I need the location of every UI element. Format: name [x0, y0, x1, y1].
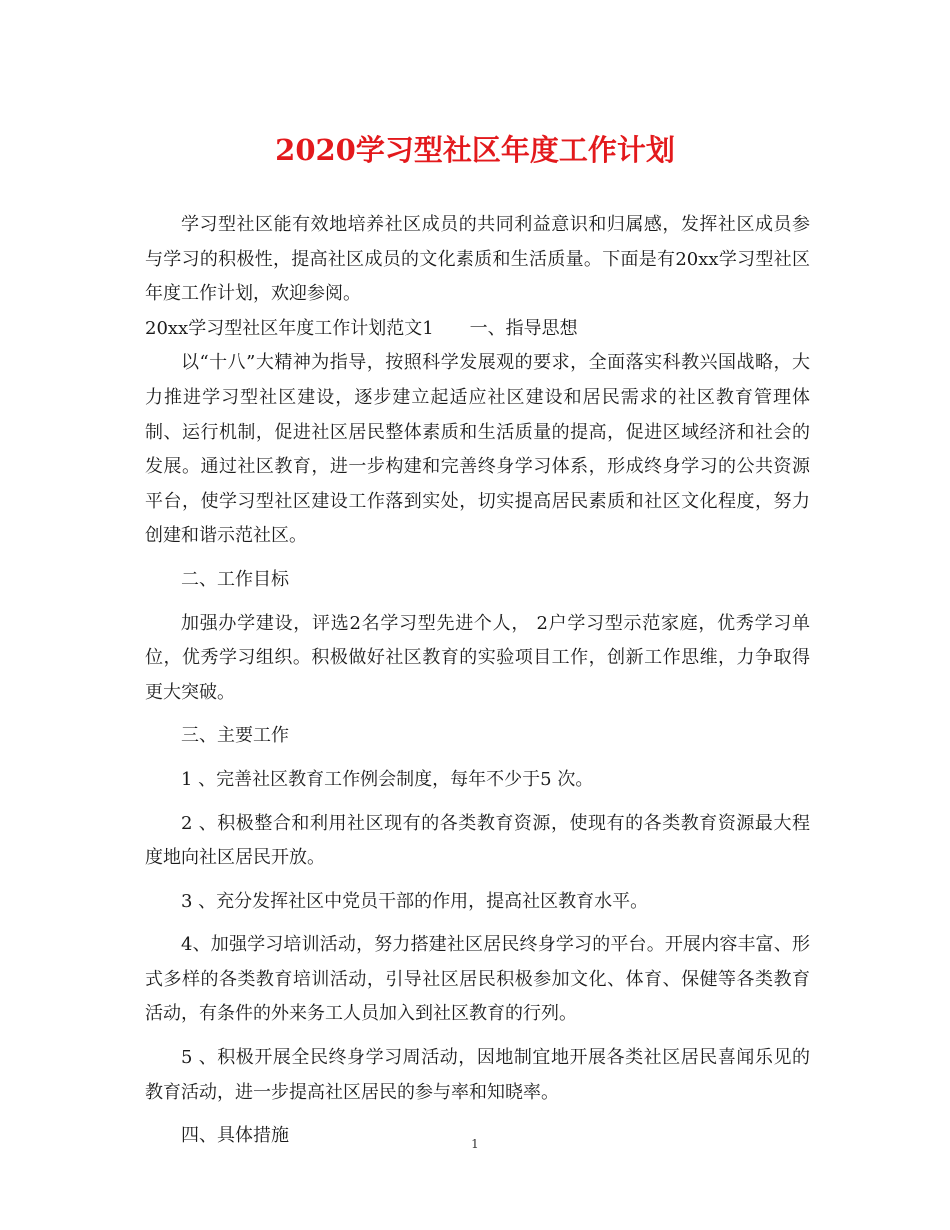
- intro-paragraph: 学习型社区能有效地培养社区成员的共同利益意识和归属感，发挥社区成员参与学习的积极性，提高社区成员的文化素质和生活质量。下面是有20xx学习型社区年度工作计划，欢迎参阅。: [145, 214, 810, 305]
- list-item: 5 、积极开展全民终身学习周活动，因地制宜地开展各类社区居民喜闻乐见的教育活动，进一步提高社区居民的参与率和知晓率。: [145, 1047, 810, 1103]
- page-number: 1: [471, 1137, 479, 1151]
- sample-heading-line: [145, 312, 810, 347]
- section1-paragraph: 以“十八”大精神为指导，按照科学发展观的要求，全面落实科教兴国战略，大力推进学习型社区建设，逐步建立起适应社区建设和居民需求的社区教育管理体制、运行机制，促进社区居民整体素质和生活质量的提高，促进区域经济和社会的发展。通过社区教育，进一步构建和完善终身学习体系，形成终身学习的公共资源平台，使学习型社区建设工作落到实处，切实提高居民素质和社区文化程度，努力创建和谐示范社区。: [145, 352, 810, 547]
- section3-heading: 三、主要工作: [181, 725, 289, 747]
- list-item: 1 、完善社区教育工作例会制度，每年不少于5 次。: [181, 768, 594, 790]
- section4-heading: 四、具体措施: [181, 1125, 289, 1147]
- document-body: [145, 208, 810, 1154]
- section2-paragraph: 加强办学建设，评选2名学习型先进个人， 2户学习型示范家庭，优秀学习单位，优秀学习组织。积极做好社区教育的实验项目工作，创新工作思维，力争取得更大突破。: [145, 612, 810, 703]
- sample-heading: 20xx学习型社区年度工作计划范文1: [145, 317, 434, 339]
- list-item: 2 、积极整合和利用社区现有的各类教育资源，使现有的各类教育资源最大程度地向社区居民开放。: [145, 812, 810, 869]
- document-title: 2020学习型社区年度工作计划: [275, 133, 675, 167]
- section2-heading: 二、工作目标: [181, 568, 289, 590]
- section1-heading: 一、指导思想: [469, 317, 578, 339]
- list-item: 4、加强学习培训活动，努力搭建社区居民终身学习的平台。开展内容丰富、形式多样的各类教育培训活动，引导社区居民积极参加文化、体育、保健等各类教育活动，有条件的外来务工人员加入到社区教育的行列。: [145, 934, 810, 1025]
- list-item: 3 、充分发挥社区中党员干部的作用，提高社区教育水平。: [181, 890, 649, 912]
